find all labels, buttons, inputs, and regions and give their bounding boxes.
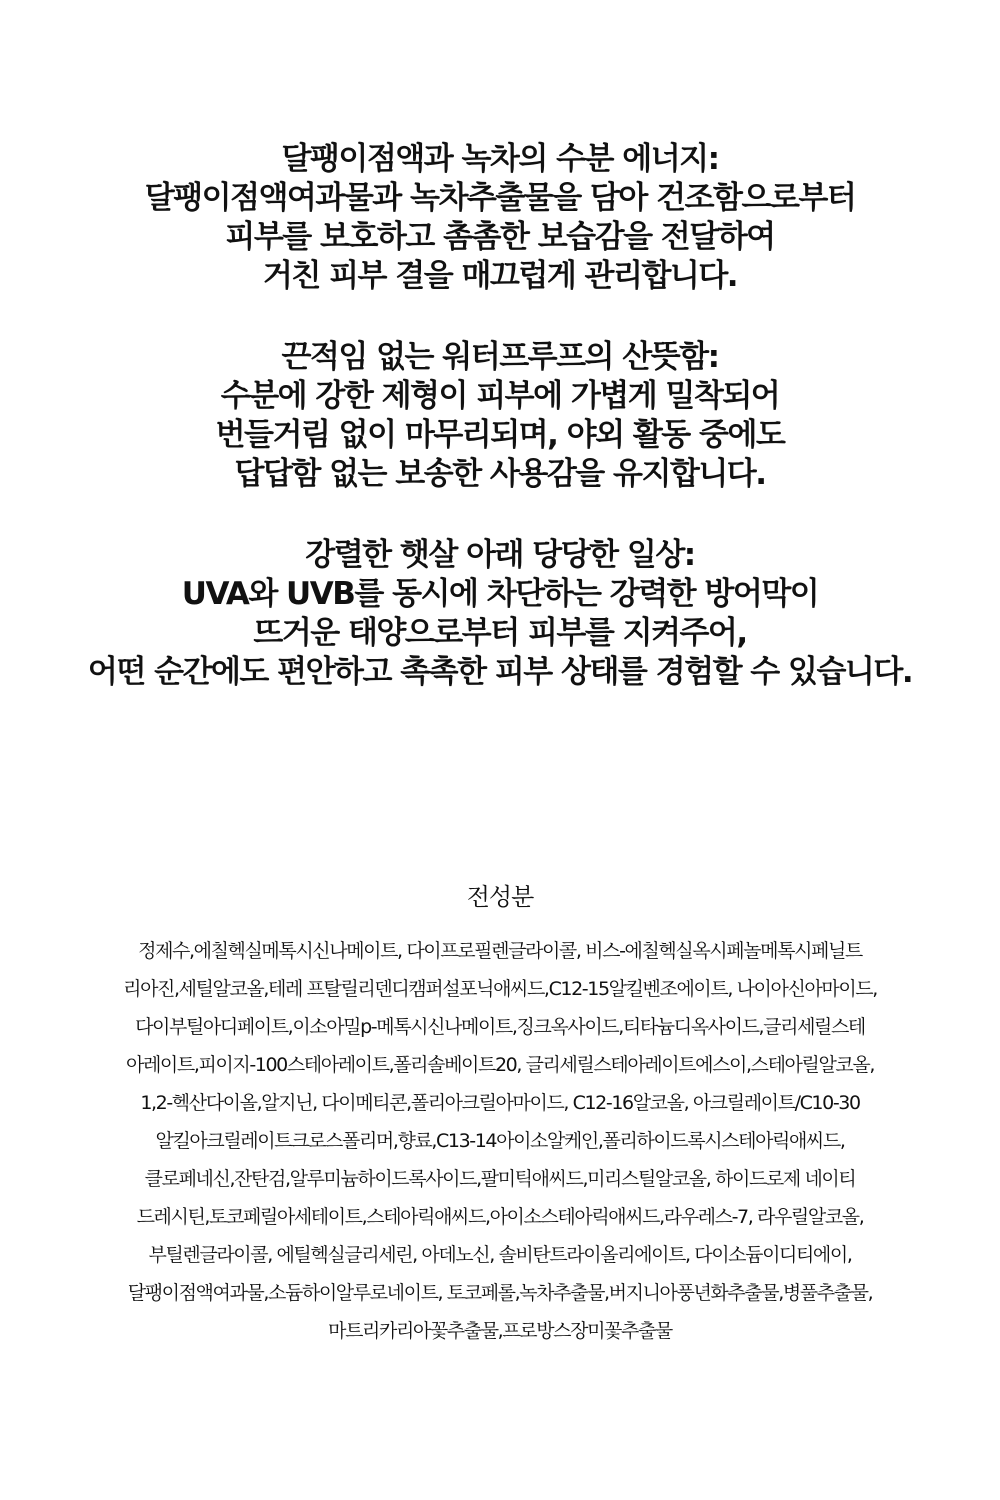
ingredients-line: 부틸렌글라이콜, 에틸헥실글리세린, 아데노신, 솔비탄트라이올리에이트, 다이소듐이디티에이, bbox=[148, 1244, 852, 1266]
feature-heading: 끈적임 없는 워터프루프의 산뜻함: bbox=[281, 339, 719, 375]
feature-text-line: 번들거림 없이 마무리되며, 야외 활동 중에도 bbox=[215, 417, 785, 453]
feature-text-line: 뜨거운 태양으로부터 피부를 지켜주어, bbox=[253, 615, 747, 651]
feature-heading: 달팽이점액과 녹차의 수분 에너지: bbox=[281, 141, 719, 177]
feature-text-line: UVA와 UVB를 동시에 차단하는 강력한 방어막이 bbox=[181, 576, 819, 612]
ingredients-line: 달팽이점액여과물,소듐하이알루로네이트, 토코페롤,녹차추출물,버지니아풍년화추출물,병풀추출물, bbox=[127, 1282, 873, 1304]
ingredients-section bbox=[0, 880, 1000, 1350]
ingredients-line: 리아진,세틸알코올,테레 프탈릴리덴디캠퍼설포닉애씨드,C12-15알킬벤조에이트, 나이아신아마이드, bbox=[123, 978, 877, 1000]
feature-block-uv-protection bbox=[0, 536, 1000, 692]
feature-text-line: 답답함 없는 보송한 사용감을 유지합니다. bbox=[234, 456, 766, 492]
ingredients-line: 다이부틸아디페이트,이소아밀p-메톡시신나메이트,징크옥사이드,티타늄디옥사이드,글리세릴스테 bbox=[135, 1016, 865, 1038]
feature-block-hydration bbox=[0, 140, 1000, 296]
ingredients-line: 드레시틴,토코페릴아세테이트,스테아릭애씨드,아이소스테아릭애씨드,라우레스-7, 라우릴알코올, bbox=[136, 1206, 864, 1228]
ingredients-line: 1,2-헥산다이올,알지닌, 다이메티콘,폴리아크릴아마이드, C12-16알코올, 아크릴레이트/C10-30 bbox=[140, 1092, 860, 1114]
ingredients-line: 클로페네신,잔탄검,알루미늄하이드록사이드,팔미틱애씨드,미리스틸알코올, 하이드로제 네이티 bbox=[144, 1168, 856, 1190]
feature-descriptions bbox=[0, 140, 1000, 734]
feature-heading: 강렬한 햇살 아래 당당한 일상: bbox=[305, 537, 695, 573]
ingredients-line: 정제수,에칠헥실메톡시신나메이트, 다이프로필렌글라이콜, 비스-에칠헥실옥시페놀메톡시페닐트 bbox=[138, 940, 862, 962]
feature-text-line: 어떤 순간에도 편안하고 촉촉한 피부 상태를 경험할 수 있습니다. bbox=[87, 654, 913, 690]
ingredients-line: 아레이트,피이지-100스테아레이트,폴리솔베이트20, 글리세릴스테아레이트에스이,스테아릴알코올, bbox=[126, 1054, 874, 1076]
feature-text-line: 수분에 강한 제형이 피부에 가볍게 밀착되어 bbox=[220, 378, 780, 414]
feature-text-line: 거친 피부 결을 매끄럽게 관리합니다. bbox=[262, 258, 738, 294]
feature-text-line: 피부를 보호하고 촘촘한 보습감을 전달하여 bbox=[225, 219, 775, 255]
feature-block-waterproof bbox=[0, 338, 1000, 494]
ingredients-title: 전성분 bbox=[466, 883, 534, 911]
feature-text-line: 달팽이점액여과물과 녹차추출물을 담아 건조함으로부터 bbox=[144, 180, 856, 216]
ingredients-line: 마트리카리아꽃추출물,프로방스장미꽃추출물 bbox=[328, 1320, 672, 1342]
ingredients-line: 알킬아크릴레이트크로스폴리머,향료,C13-14아이소알케인,폴리하이드록시스테아릭애씨드, bbox=[155, 1130, 845, 1152]
